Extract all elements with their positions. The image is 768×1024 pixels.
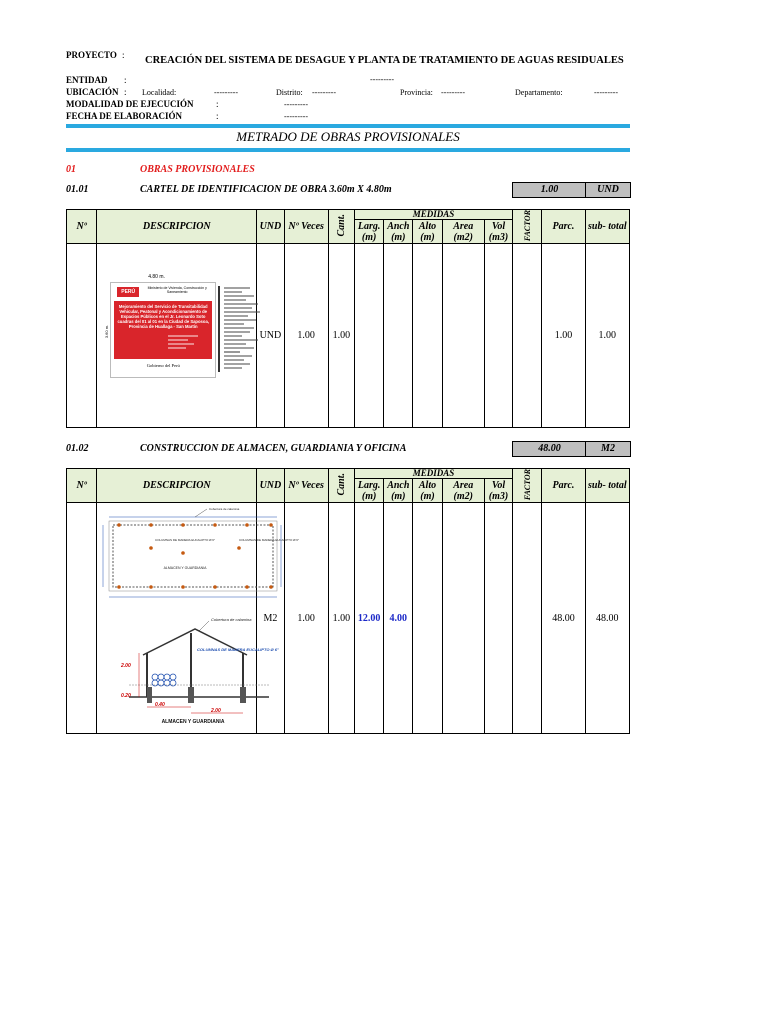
item-unit: M2 [585,441,631,457]
item-name: CONSTRUCCION DE ALMACEN, GUARDIANIA Y OFICINA [140,443,407,454]
plan-cobertura-label: Cobertura de calamina [209,507,240,512]
col-anch: Anch (m) [384,220,413,244]
row-cant: 1.00 [328,503,354,734]
row-area [442,244,484,428]
item-qty: 48.00 [512,441,587,457]
col-cant: Cant. [328,210,354,244]
section-cobertura-label: Cobertura de calamina [211,617,252,623]
table-row [67,503,630,734]
col-n: Nº [67,210,97,244]
row-und: UND [257,244,284,428]
sign-dim-top: 4.80 m. [148,274,165,281]
page-title: METRADO DE OBRAS PROVISIONALES [236,129,460,144]
sign-dim-side: 3.60 m. [104,324,110,339]
row-n [67,244,97,428]
metrado-table-1 [66,209,630,428]
col-vol: Vol (m3) [484,220,512,244]
col-alto: Alto (m) [413,479,442,503]
sign-body: Mejoramiento del Servicio de Transitabilidad Vehicular, Peatonal y Acondicionamiento de Espacios Públicos en el Jr. Leonardo Soto cuadras del 01 al 01 en la Ciudad de Saposoa, Provincia de Huallaga - San Martín [114,301,212,359]
row-alto [413,244,442,428]
item-name: CARTEL DE IDENTIFICACION DE OBRA 3.60m X 4.80m [140,184,392,195]
col-alto: Alto (m) [413,220,442,244]
dim-w2: 2.00 [211,708,221,715]
col-anch: Anch (m) [384,479,413,503]
provincia-label: Provincia: [400,88,433,97]
departamento-label: Departamento: [515,88,563,97]
row-subtotal: 48.00 [585,503,629,734]
fecha-colon: : [216,111,219,121]
modalidad-colon: : [216,99,219,109]
col-und: UND [257,469,284,503]
dim-h2: 0.20 [121,693,131,700]
departamento-value: --------- [594,88,618,97]
row-veces: 1.00 [284,244,328,428]
col-veces: Nº Veces [284,469,328,503]
row-larg: 12.00 [355,503,384,734]
sign-divider [218,286,220,372]
provincia-value: --------- [441,88,465,97]
section-title: ALMACEN Y GUARDIANIA [161,719,225,726]
col-n: Nº [67,469,97,503]
col-parc: Parc. [542,210,585,244]
row-cant: 1.00 [328,244,354,428]
col-area: Area (m2) [442,220,484,244]
row-und: M2 [257,503,284,734]
fecha-label: FECHA DE ELABORACIÓN [66,111,183,121]
row-subtotal: 1.00 [585,244,629,428]
table-row [67,244,630,428]
row-vol [484,244,512,428]
col-descripcion: DESCRIPCION [97,210,257,244]
col-parc: Parc. [542,469,585,503]
sign-spec-list [224,286,280,376]
col-medidas: MEDIDAS [355,469,513,479]
col-factor: FACTOR [513,469,542,503]
title-rule-top [66,124,630,128]
dim-h1: 2.00 [121,663,131,670]
row-parc: 48.00 [542,503,585,734]
row-descripcion [97,244,257,428]
col-subtotal: sub- total [585,469,629,503]
row-factor [513,503,542,734]
ubicacion-label: UBICACIÓN [66,87,119,97]
modalidad-value: --------- [284,100,308,109]
title-rule-bottom [66,148,630,152]
col-veces: Nº Veces [284,210,328,244]
row-area [442,503,484,734]
plan-label: ALMACEN Y GUARDIANIA [163,566,207,571]
entidad-colon: : [124,75,127,85]
item-code: 01.02 [66,443,89,454]
proyecto-value: CREACIÓN DEL SISTEMA DE DESAGUE Y PLANTA DE TRATAMIENTO DE AGUAS RESIDUALES [145,55,624,66]
fecha-value: --------- [284,112,308,121]
ubicacion-colon: : [124,87,127,97]
section-view [120,617,279,725]
distrito-label: Distrito: [276,88,303,97]
sign-footer: Gobierno del Perú [146,363,180,369]
plan-view [103,507,299,597]
sign-spec-list-2 [168,334,214,370]
col-cant: Cant. [328,469,354,503]
localidad-label: Localidad: [142,88,177,97]
proyecto-colon: : [122,50,125,60]
row-parc: 1.00 [542,244,585,428]
row-n [67,503,97,734]
modalidad-label: MODALIDAD DE EJECUCIÓN [66,99,194,109]
col-vol: Vol (m3) [484,479,512,503]
row-larg [355,244,384,428]
entidad-value: --------- [370,75,394,84]
localidad-value: --------- [214,88,238,97]
proyecto-label: PROYECTO [66,50,117,60]
section-columnas-label: COLUMNAS DE MADERA EUCALIPTO Ø 6" [197,647,280,653]
plan-columnas-label: COLUMNAS DE MADERA EUCALIPTO Ø 6" [155,538,216,543]
col-subtotal: sub- total [585,210,629,244]
plan-columnas-label-2: COLUMNAS DE MADERA EUCALIPTO Ø 6" [239,538,300,543]
row-vol [484,503,512,734]
row-factor [513,244,542,428]
col-larg: Larg. (m) [355,220,384,244]
col-larg: Larg. (m) [355,479,384,503]
item-unit: UND [585,182,631,198]
col-area: Area (m2) [442,479,484,503]
section-code: 01 [66,164,76,175]
sign-image [106,274,282,384]
row-veces: 1.00 [284,503,328,734]
col-factor: FACTOR [513,210,542,244]
almacen-drawing [99,503,300,735]
row-alto [413,503,442,734]
item-qty: 1.00 [512,182,587,198]
col-medidas: MEDIDAS [355,210,513,220]
item-code: 01.01 [66,184,89,195]
row-anch: 4.00 [384,503,413,734]
sign-ministry: Ministerio de Vivienda, Construcción y Saneamiento [147,286,207,295]
col-und: UND [257,210,284,244]
col-descripcion: DESCRIPCION [97,469,257,503]
distrito-value: --------- [312,88,336,97]
entidad-label: ENTIDAD [66,75,108,85]
row-anch [384,244,413,428]
metrado-table-2 [66,468,630,734]
sign-brand: PERÚ [117,287,139,297]
dim-w1: 0.40 [155,702,165,709]
section-name: OBRAS PROVISIONALES [140,164,255,175]
